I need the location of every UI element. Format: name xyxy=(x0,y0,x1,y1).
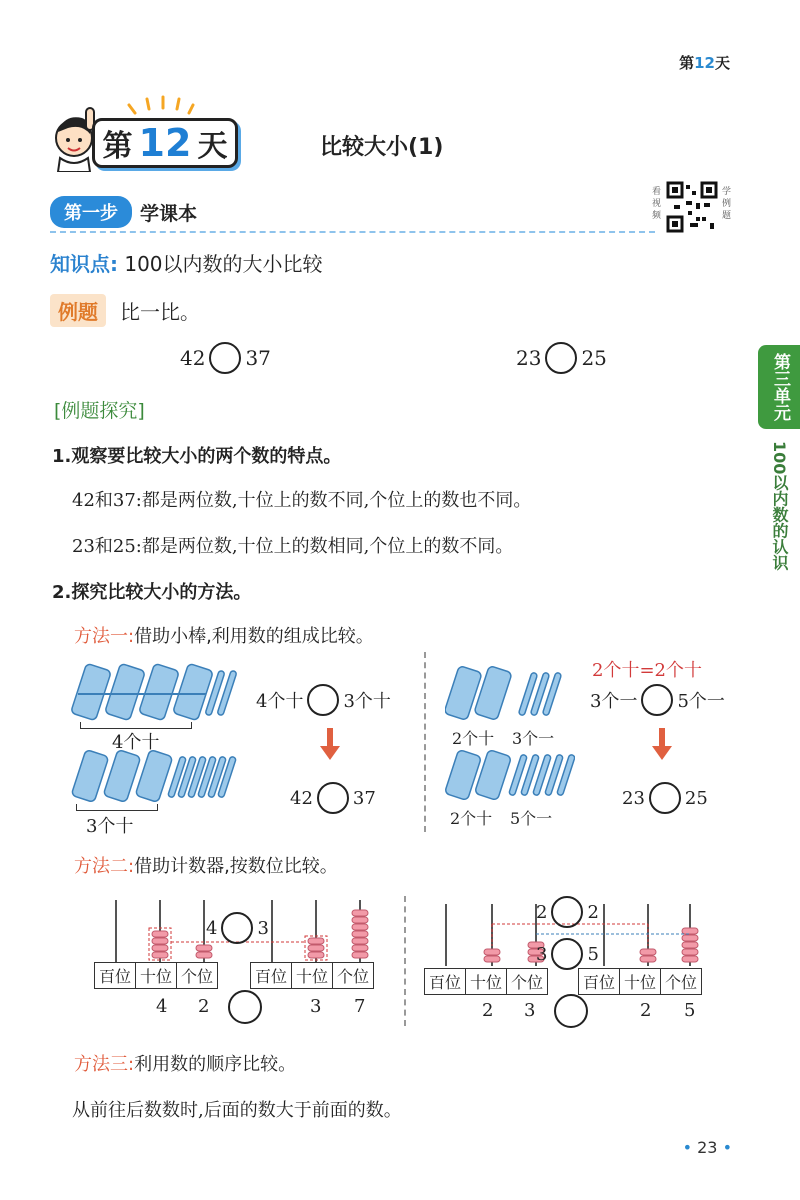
text-line-1: 42和37:都是两位数,十位上的数不同,个位上的数也不同。 xyxy=(72,490,532,511)
text-line-3: 从前往后数数时,后面的数大于前面的数。 xyxy=(72,1100,402,1121)
method-2: 方法二:借助计数器,按数位比较。 xyxy=(74,856,338,877)
digit: 3 xyxy=(310,996,322,1017)
separator xyxy=(404,896,406,1026)
answer-circle[interactable] xyxy=(307,684,339,716)
sun-rays-icon xyxy=(125,95,195,117)
label-4-tens: 4个十 xyxy=(112,732,160,753)
answer-circle[interactable] xyxy=(641,684,673,716)
method-3: 方法三:利用数的顺序比较。 xyxy=(74,1054,297,1075)
example-compare-left: 42 37 xyxy=(180,342,271,374)
digit: 4 xyxy=(156,996,168,1017)
answer-circle[interactable] xyxy=(554,994,588,1028)
answer-circle[interactable] xyxy=(649,782,681,814)
label-2-tens: 2个十 xyxy=(452,729,495,748)
answer-circle[interactable] xyxy=(209,342,241,374)
question-2: 2.探究比较大小的方法。 xyxy=(52,582,252,603)
step-label: 学课本 xyxy=(140,202,198,225)
example-compare-right: 23 25 xyxy=(516,342,607,374)
digit: 2 xyxy=(198,996,210,1017)
note-equal-tens: 2个十=2个十 xyxy=(592,660,702,681)
digit: 2 xyxy=(482,1000,494,1021)
compare-tens: 4个十 3个十 xyxy=(256,684,391,716)
separator xyxy=(424,652,426,832)
down-arrow-icon xyxy=(320,728,340,762)
digit: 2 xyxy=(640,1000,652,1021)
answer-circle[interactable] xyxy=(228,990,262,1024)
unit-side-tab xyxy=(758,345,800,570)
stick-bundles-right-bottom xyxy=(445,748,575,804)
answer-circle[interactable] xyxy=(545,342,577,374)
place-labels-right-2: 百位 十位 个位 xyxy=(578,968,702,995)
knowledge-point: 知识点: 100以内数的大小比较 xyxy=(50,252,323,276)
day-tag: 第12天 xyxy=(679,54,730,72)
text-line-2: 23和25:都是两位数,十位上的数相同,个位上的数不同。 xyxy=(72,536,514,557)
label-3-tens: 3个十 xyxy=(86,816,134,837)
example-tag: 例题 xyxy=(50,294,106,327)
divider xyxy=(50,231,655,233)
label-2-tens-b: 2个十 xyxy=(450,809,493,828)
step-pill: 第一步 xyxy=(50,196,132,228)
day-badge: 第 12 天 xyxy=(92,118,238,168)
digit: 7 xyxy=(354,996,366,1017)
step-header xyxy=(50,196,197,228)
explore-heading: [例题探究] xyxy=(54,400,145,422)
answer-circle[interactable] xyxy=(221,912,253,944)
down-arrow-icon xyxy=(652,728,672,762)
label-3-ones: 3个一 xyxy=(512,729,555,748)
unit-subtitle: 100以内数的认识 xyxy=(770,441,789,571)
page-title: 比较大小(1) xyxy=(320,135,444,160)
compare-result-right: 23 25 xyxy=(622,782,708,814)
abacus-compare-left: 4 3 xyxy=(206,912,269,944)
label-5-ones: 5个一 xyxy=(510,809,553,828)
abacus-compare-ones: 3 5 xyxy=(536,938,599,970)
digit: 5 xyxy=(684,1000,696,1021)
answer-circle[interactable] xyxy=(317,782,349,814)
stick-bundles-bottom xyxy=(70,748,240,804)
compare-ones: 3个一 5个一 xyxy=(590,684,725,716)
place-labels-right: 百位 十位 个位 xyxy=(424,968,548,995)
qr-caption-left: 看视频 xyxy=(652,187,662,221)
stick-bundles-right-top xyxy=(445,664,575,724)
answer-circle[interactable] xyxy=(551,938,583,970)
abacus-compare-tens: 2 2 xyxy=(536,896,599,928)
stick-bundles-top xyxy=(70,660,240,724)
question-1: 1.观察要比较大小的两个数的特点。 xyxy=(52,446,342,467)
answer-circle[interactable] xyxy=(551,896,583,928)
example-row: 例题 比一比。 xyxy=(50,294,200,327)
compare-result-left: 42 37 xyxy=(290,782,376,814)
page-number: • 23 • xyxy=(682,1138,732,1157)
place-labels-left: 百位 十位 个位 xyxy=(94,962,218,989)
qr-caption-right: 学例题 xyxy=(722,187,732,221)
brace xyxy=(76,804,158,811)
unit-label: 第三单元 xyxy=(758,345,800,429)
method-1: 方法一:借助小棒,利用数的组成比较。 xyxy=(74,626,374,647)
place-labels-left-2: 百位 十位 个位 xyxy=(250,962,374,989)
digit: 3 xyxy=(524,1000,536,1021)
qr-code-icon[interactable] xyxy=(666,181,718,233)
